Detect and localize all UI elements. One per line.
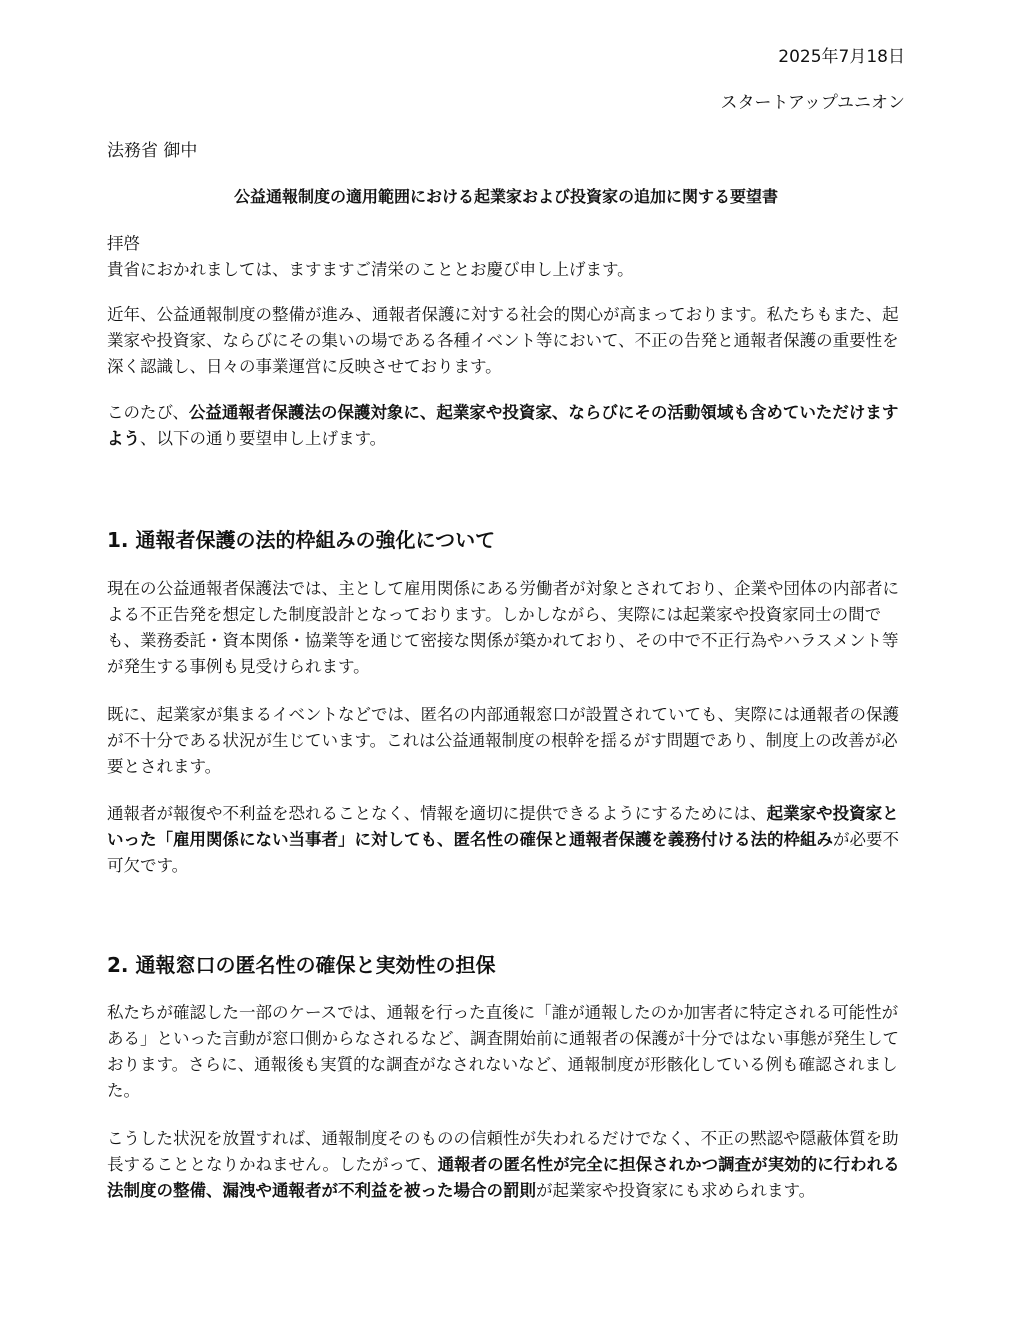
greeting-line: 貴省におかれましては、ますますご清栄のこととお慶び申し上げます。 xyxy=(107,260,634,279)
s2-p2-pre: こうした状況を放置すれば、通報制度そのものの信頼性が失われるだけでなく、不正の黙認や隠蔽体質を助長することとなりかねません。したがって、 xyxy=(107,1129,899,1174)
sender-organization: スタートアップユニオン xyxy=(720,93,905,113)
intro-paragraph-1: 近年、公益通報制度の整備が進み、通報者保護に対する社会的関心が高まっております。私たちもまた、起業家や投資家、ならびにその集いの場である各種イベント等において、不正の告発と通報者保護の重要性を深く認識し、日々の事業運営に反映させております。 xyxy=(107,305,899,376)
intro-p2-pre: このたび、 xyxy=(107,403,189,422)
s1-p3-post: が必要不可欠です。 xyxy=(107,830,899,875)
intro-p2-post: 、以下の通り要望申し上げます。 xyxy=(140,429,387,448)
section-1-paragraph-3 xyxy=(107,801,905,879)
intro-p2-emphasis: 公益通報者保護法の保護対象に、起業家や投資家、ならびにその活動領域も含めていただけますよう xyxy=(107,403,899,448)
section-2-paragraph-1: 私たちが確認した一部のケースでは、通報を行った直後に「誰が通報したのか加害者に特定される可能性がある」といった言動が窓口側からなされるなど、調査開始前に通報者の保護が十分ではない事態が発生しております。さらに、通報後も実質的な調査がなされないなど、通報制度が形骸化している例も確認されました。 xyxy=(107,1003,899,1100)
addressee: 法務省 御中 xyxy=(107,141,198,161)
section-2-heading: 2. 通報窓口の匿名性の確保と実効性の担保 xyxy=(107,953,496,977)
s2-p2-post: が起業家や投資家にも求められます。 xyxy=(536,1181,816,1200)
section-1-paragraph-1: 現在の公益通報者保護法では、主として雇用関係にある労働者が対象とされており、企業や団体の内部者による不正告発を想定した制度設計となっております。しかしながら、実際には起業家や投資家同士の間でも、業務委託・資本関係・協業等を通じて密接な関係が築かれており、その中で不正行為やハラスメント等が発生する事例も見受けられます。 xyxy=(107,579,899,676)
greeting-opening: 拝啓 xyxy=(107,234,140,253)
intro-paragraph-2 xyxy=(107,400,905,452)
s1-p3-pre: 通報者が報復や不利益を恐れることなく、情報を適切に提供できるようにするためには、 xyxy=(107,804,767,823)
document-title: 公益通報制度の適用範囲における起業家および投資家の追加に関する要望書 xyxy=(233,187,778,206)
section-1-paragraph-2: 既に、起業家が集まるイベントなどでは、匿名の内部通報窓口が設置されていても、実際には通報者の保護が不十分である状況が生じています。これは公益通報制度の根幹を揺るがす問題であり、制度上の改善が必要とされます。 xyxy=(107,705,899,776)
s1-p3-emphasis: 起業家や投資家といった「雇用関係にない当事者」に対しても、匿名性の確保と通報者保護を義務付ける法的枠組み xyxy=(107,804,899,849)
letter-date: 2025年7月18日 xyxy=(778,47,905,67)
greeting xyxy=(107,231,905,283)
section-1-heading: 1. 通報者保護の法的枠組みの強化について xyxy=(107,528,496,552)
s2-p2-emphasis: 通報者の匿名性が完全に担保されかつ調査が実効的に行われる法制度の整備、漏洩や通報者が不利益を被った場合の罰則 xyxy=(107,1155,900,1200)
section-2-paragraph-2 xyxy=(107,1126,905,1204)
